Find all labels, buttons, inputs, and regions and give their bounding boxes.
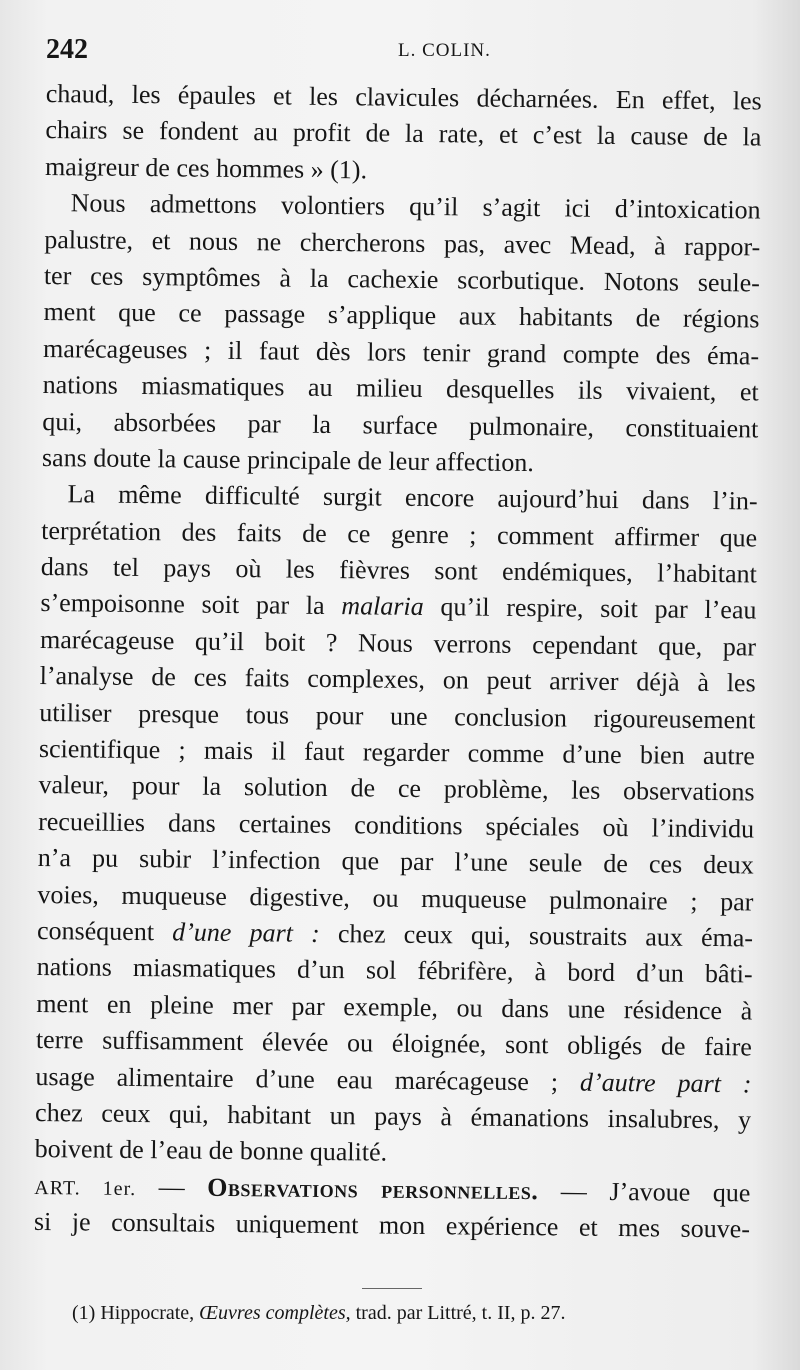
footnote (72, 1302, 752, 1325)
text-line: nations miasmatiques d’un sol fébrifère, à bord d’un bâti- (36, 952, 753, 989)
text-line: chaud, les épaules et les clavicules décharnées. En effet, les (45, 78, 762, 116)
text-fragment: qu’il respire, soit par l’eau (423, 592, 757, 625)
text-line: nations miasmatiques au milieu desquelles ils vivaient, et (42, 370, 759, 407)
footnote-citation: trad. par Littré, t. II, p. 27. (350, 1302, 566, 1324)
italic-term: d’une part : (172, 917, 320, 948)
text-line: palustre, et nous ne chercherons pas, avec Mead, à rappor- (44, 224, 761, 262)
text-fragment: chez ceux qui, soustraits aux éma- (319, 918, 754, 953)
text-line: La même difficulté surgit encore aujourd’hui dans l’in- (67, 479, 758, 516)
text-line: ment en pleine mer par exemple, ou dans une résidence à (36, 988, 753, 1026)
italic-term: d’autre part : (579, 1067, 752, 1098)
dash: — (538, 1175, 610, 1206)
text-fragment: conséquent (36, 915, 173, 947)
footnote-title: Œuvres complètes, (199, 1302, 351, 1324)
text-line: chez ceux qui, habitant un pays à émanations insalubres, y (34, 1097, 752, 1135)
text-line: scientifique ; mais il faut regarder comme d’une bien autre (38, 733, 756, 771)
text-line: dans tel pays où les fièvres sont endémiques, l’habitant (40, 552, 757, 589)
text-line: l’analyse de ces faits complexes, on peut arriver déjà à les (39, 661, 756, 698)
text-line: chairs se fondent au profit de la rate, et c’est la cause de la (45, 115, 762, 152)
page-number: 242 (46, 34, 88, 65)
text-line: recueillies dans certaines conditions spéciales où l’individu (38, 806, 755, 844)
italic-term: malaria (341, 591, 424, 622)
main-text (34, 76, 762, 1248)
text-fragment: J’avoue que (609, 1176, 751, 1208)
text-line: ment que ce passage s’applique aux habitants de régions (43, 297, 760, 334)
text-line: boivent de l’eau de bonne qualité. (34, 1134, 388, 1167)
dash: — (136, 1171, 208, 1202)
text-line: terprétation des faits de ce genre ; comment affirmer que (41, 515, 758, 553)
page-header (46, 34, 766, 74)
text-line: valeur, pour la solution de ce problème, les observations (38, 770, 755, 807)
text-line: Nous admettons volontiers qu’il s’agit ici d’intoxication (70, 188, 761, 225)
article-label: ART. 1er. (34, 1176, 137, 1200)
text-line: si je consultais uniquement mon expérience et mes souve- (33, 1207, 751, 1244)
text-line: utiliser presque tous pour une conclusion rigoureusement (39, 697, 756, 735)
text-line: n’a pu subir l’infection que par l’une seule de ces deux (37, 843, 754, 880)
text-line: marécageuse qu’il boit ? Nous verrons cependant que, par (39, 624, 757, 662)
text-fragment: s’empoisonne soit par la (40, 588, 342, 621)
text-line: maigreur de ces hommes » (1). (44, 151, 368, 185)
footnote-rule (362, 1288, 422, 1289)
text-line: sans doute la cause principale de leur affection. (41, 442, 535, 478)
article-title: Observations personnelles. (207, 1172, 539, 1205)
footnote-marker: (1) Hippocrate, (72, 1302, 200, 1324)
running-head: L. COLIN. (398, 40, 491, 61)
text-line: terre suffisamment élevée ou éloignée, sont obligés de faire (35, 1025, 753, 1062)
text-line: ter ces symptômes à la cachexie scorbutique. Notons seule- (43, 260, 761, 298)
text-line: voies, muqueuse digestive, ou muqueuse pulmonaire ; par (37, 879, 754, 917)
text-fragment: usage alimentaire d’une eau marécageuse ; (35, 1061, 581, 1097)
text-line: marécageuses ; il faut dès lors tenir grand compte des éma- (42, 333, 760, 371)
text-line: qui, absorbées par la surface pulmonaire, constituaient (42, 406, 759, 443)
